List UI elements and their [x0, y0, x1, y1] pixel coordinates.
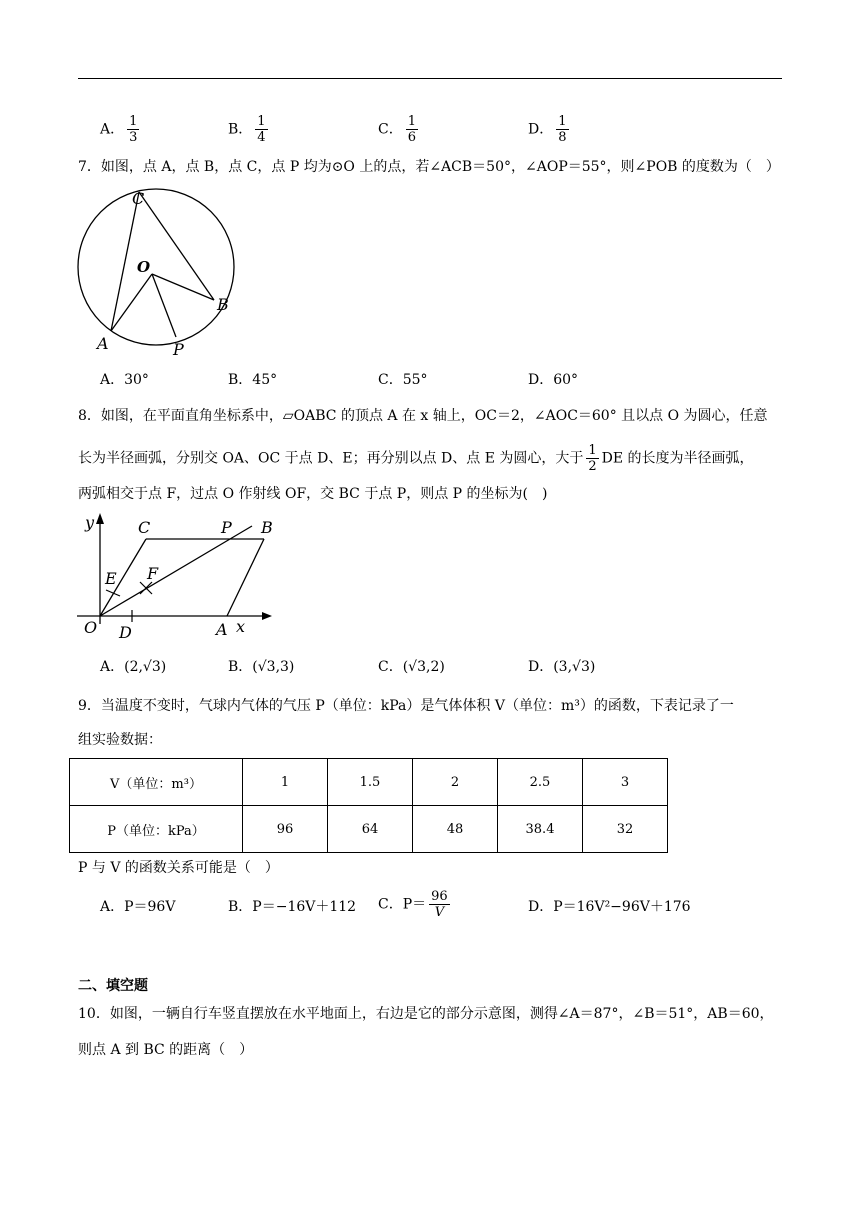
table-cell: 38.4 [498, 806, 583, 853]
table-cell: 96 [243, 806, 328, 853]
q9-relation-question: P 与 V 的函数关系可能是（ ） [78, 860, 279, 876]
point-label-c: C [138, 518, 151, 537]
point-label-b: B [217, 295, 229, 314]
q8-option-c[interactable]: C．(√3,2) [378, 659, 445, 675]
q8-line-2 [78, 443, 754, 474]
option-letter: D． [528, 121, 554, 138]
q9-line-1: 9．当温度不变时，气球内气体的气压 P（单位：kPa）是气体体积 V（单位：m³）的函数，下表记录了一 [78, 698, 734, 714]
q6-option-c[interactable] [378, 114, 421, 145]
q10-line-2: 则点 A 到 BC 的距离（ ） [78, 1042, 254, 1058]
q8-line-2-text-b: DE 的长度为半径画弧， [601, 450, 754, 467]
table-row [70, 806, 668, 853]
point-label-f: F [147, 564, 159, 583]
q9-option-a[interactable]: A．P＝96V [100, 899, 176, 915]
table-cell: 32 [583, 806, 668, 853]
point-label-d: D [119, 623, 132, 642]
table-cell: 1 [243, 759, 328, 806]
option-c-text: C．P＝ [378, 896, 427, 913]
q9-option-d[interactable]: D．P＝16V²−96V＋176 [528, 899, 691, 915]
option-letter: A． [100, 121, 125, 138]
circle-o [78, 189, 234, 345]
table-row-header: P（单位：kPa） [70, 806, 243, 853]
q6-option-a[interactable] [100, 114, 142, 145]
q6-option-d[interactable] [528, 114, 572, 145]
fraction [429, 889, 450, 920]
fraction [127, 114, 139, 145]
option-letter: C． [378, 121, 403, 138]
axis-label-y: y [85, 513, 95, 532]
q7-option-a[interactable]: A．30° [100, 372, 149, 388]
fraction [406, 114, 418, 145]
point-label-a: A [97, 334, 109, 353]
fraction-denominator: 6 [407, 130, 416, 145]
table-row-header: V（单位：m³） [70, 759, 243, 806]
q8-line-3: 两弧相交于点 F，过点 O 作射线 OF，交 BC 于点 P，则点 P 的坐标为( ) [78, 486, 548, 502]
y-axis-arrow-icon [96, 513, 104, 524]
q8-option-b[interactable]: B．(√3,3) [228, 659, 295, 675]
table-cell: 1.5 [328, 759, 413, 806]
header-rule [78, 78, 782, 79]
fraction [255, 114, 267, 145]
q7-option-c[interactable]: C．55° [378, 372, 428, 388]
q9-line-2: 组实验数据： [78, 732, 162, 748]
q7-circle-figure [76, 182, 246, 362]
table-cell: 3 [583, 759, 668, 806]
segment-op [152, 274, 176, 337]
fraction-denominator: 8 [558, 130, 567, 145]
point-label-b: B [261, 518, 273, 537]
fraction-denominator: 4 [257, 130, 266, 145]
point-label-o: O [84, 618, 98, 637]
fraction-numerator: 1 [407, 114, 416, 129]
q9-option-c[interactable] [378, 889, 453, 920]
fraction-numerator: 96 [431, 889, 448, 904]
axis-label-x: x [236, 617, 246, 636]
side-ba [227, 539, 264, 616]
fraction-numerator: 1 [588, 443, 597, 458]
fraction-denominator: 3 [129, 130, 138, 145]
fraction-denominator: 2 [588, 459, 597, 474]
table-row [70, 759, 668, 806]
q10-line-1: 10．如图，一辆自行车竖直摆放在水平地面上，右边是它的部分示意图，测得∠A＝87°，∠B＝51°，AB＝60， [78, 1006, 774, 1022]
point-label-c: C [132, 189, 145, 208]
q6-option-b[interactable] [228, 114, 271, 145]
q8-option-a[interactable]: A．(2,√3) [100, 659, 167, 675]
table-cell: 48 [413, 806, 498, 853]
q8-line-1: 8．如图，在平面直角坐标系中，▱OABC 的顶点 A 在 x 轴上，OC＝2，∠AOC＝60° 且以点 O 为圆心，任意 [78, 408, 768, 424]
q8-line-2-text-a: 长为半径画弧，分别交 OA、OC 于点 D、E；再分别以点 D、点 E 为圆心，大于 [78, 450, 584, 467]
segment-ca [111, 192, 139, 331]
fraction-denominator: V [434, 905, 445, 920]
option-letter: B． [228, 121, 253, 138]
q7-option-d[interactable]: D．60° [528, 372, 579, 388]
point-label-p: P [221, 518, 232, 537]
section-title: 二、填空题 [78, 978, 148, 994]
q7-option-b[interactable]: B．45° [228, 372, 278, 388]
fraction-numerator: 1 [129, 114, 138, 129]
fraction-numerator: 1 [558, 114, 567, 129]
q8-option-d[interactable]: D．(3,√3) [528, 659, 596, 675]
point-label-o: O [137, 258, 151, 276]
fraction-numerator: 1 [257, 114, 266, 129]
point-label-p: P [173, 340, 184, 359]
q9-option-b[interactable]: B．P＝−16V＋112 [228, 899, 357, 915]
fraction-half [586, 443, 598, 474]
q7-stem: 7．如图，点 A，点 B，点 C，点 P 均为⊙O 上的点，若∠ACB＝50°，∠AOP＝55°，则∠POB 的度数为（ ） [78, 159, 780, 175]
point-label-a: A [216, 620, 228, 639]
point-label-e: E [105, 569, 117, 588]
table-cell: 64 [328, 806, 413, 853]
table-cell: 2 [413, 759, 498, 806]
table-cell: 2.5 [498, 759, 583, 806]
q8-parallelogram-figure [76, 508, 276, 644]
data-table [69, 758, 668, 853]
x-axis-arrow-icon [262, 612, 272, 620]
fraction [556, 114, 568, 145]
